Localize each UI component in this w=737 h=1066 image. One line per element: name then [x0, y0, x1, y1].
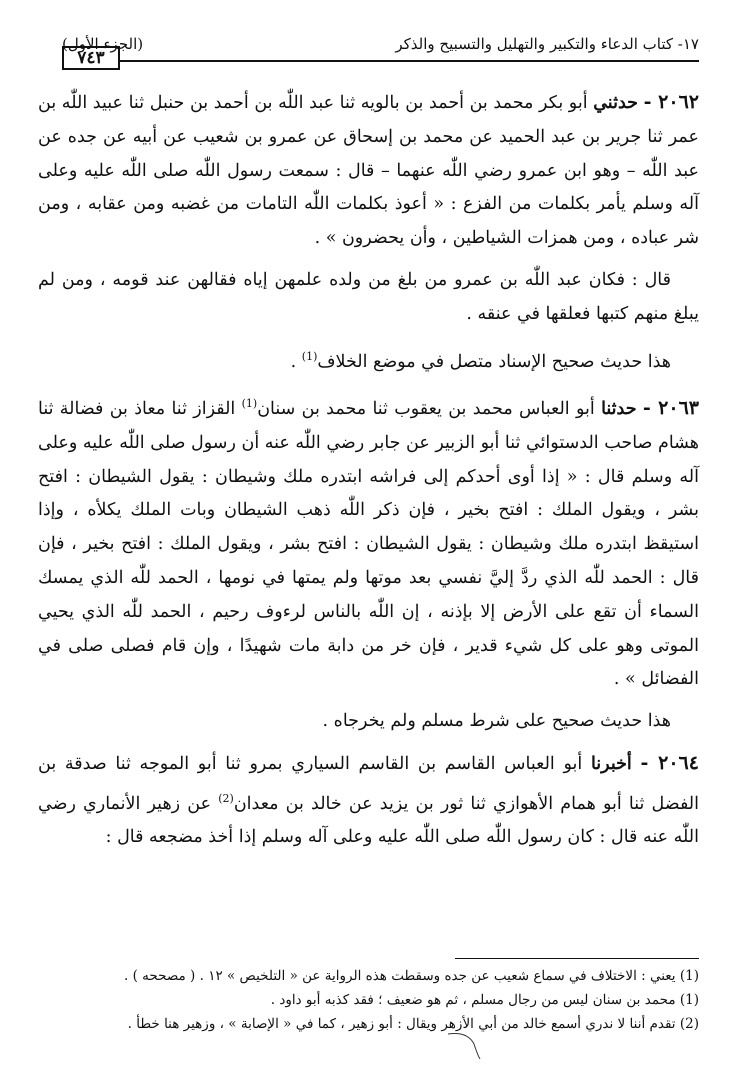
hadith-verb: حدثنا	[601, 399, 637, 420]
hadith-verb: أخبرنا	[590, 754, 632, 774]
hadith-verb: حدثني	[593, 93, 638, 113]
footnote-ref: (2)	[218, 791, 234, 805]
hadith-2063-grading: هذا حديث صحيح على شرط مسلم ولم يخرجاه .	[322, 711, 671, 732]
header-rule	[118, 60, 699, 62]
volume-label: (الجزء الأول)	[62, 35, 144, 53]
hadith-number: ٢٠٦٣ -	[642, 397, 699, 420]
grading-end: .	[290, 351, 302, 372]
page-number: ٧٤٣	[62, 46, 120, 70]
pen-stroke-mark	[440, 1030, 490, 1060]
book-title: ١٧- كتاب الدعاء والتكبير والتهليل والتسبيح والذكر	[395, 35, 699, 53]
hadith-2062-grading	[38, 340, 699, 380]
footnote-1: (1) يعني : الاختلاف في سماع شعيب عن جده وسقطت هذه الرواية عن « التلخيص » ١٢ . ( مصححه ) .	[124, 968, 699, 984]
footnote-ref: (1)	[301, 349, 318, 363]
footnote-rule	[455, 958, 699, 959]
hadith-text-cont: القزاز ثنا معاذ بن فضالة ثنا هشام صاحب الدستوائي ثنا أبو الزبير عن جابر رضي اللّٰه عنه أن رسول صلى اللّٰه عليه وعلى آله وسلم قال : « إذا أوى أحدكم إلى فراشه ابتدره ملك وشيطان : يقول الشيطان : افتح بشر ، ويقول الملك : افتح بخير ، فإن ذكر اللّٰه ذهب الشيطان وبات الملك يكلأه ، وإذا استيقظ ابتدره ملك وشيطان : يقول الشيطان : افتح بشر ، ويقول الملك : افتح بخير ، فإن قال : الحمد للّٰه الذي ردَّ إليَّ نفسي بعد موتها ولم يمتها في نومها ، الحمد للّٰه الذي يمسك السماء أن تقع على الأرض إلا بإذنه ، إن اللّٰه بالناس لرءوف رحيم ، الحمد للّٰه الذي يحيي الموتى وهو على كل شيء قدير ، فإن خر من دابة مات شهيدًا ، وإن قام فصلى صلى في الفضائل » .	[38, 399, 699, 690]
hadith-2064	[38, 747, 699, 855]
hadith-text: أبو العباس القاسم بن القاسم السياري بمرو ثنا أبو الموجه ثنا صدقة بن الفضل ثنا أبو همام الأهوازي ثنا ثور بن يزيد عن خالد بن معدان	[38, 754, 699, 814]
hadith-2062-note: قال : فكان عبد اللّٰه بن عمرو من بلغ من ولده علمهن إياه فقالهن عند قومه ، ومن لم يبلغ منهم كتبها فعلقها في عنقه .	[38, 269, 699, 324]
hadith-text: أبو بكر محمد بن أحمد بن بالويه ثنا عبد اللّٰه بن أحمد بن حنبل ثنا عبيد اللّٰه بن عمر ثنا جرير بن عبد الحميد عن محمد بن إسحاق عن عمرو بن شعيب عن أبيه عن جده عن عبد اللّٰه – وهو ابن عمرو رضي اللّٰه عنهما – قال : سمعت رسول اللّٰه صلى اللّٰه عليه وعلى آله وسلم يأمر بكلمات من الفزع : « أعوذ بكلمات اللّٰه التامات من غضبه ومن عقابه ، ومن شر عباده ، ومن همزات الشياطين ، وأن يحضرون » .	[38, 93, 699, 249]
hadith-2062	[38, 86, 699, 256]
footnotes	[38, 964, 699, 1036]
hadith-text-cont: عن زهير الأنماري رضي اللّٰه عنه قال : كان رسول اللّٰه صلى اللّٰه عليه وعلى آله وسلم إذا أخذ مضجعه قال :	[38, 793, 699, 848]
hadith-2063	[38, 387, 699, 697]
running-head	[62, 30, 699, 58]
footnote-ref: (1)	[241, 397, 258, 411]
footnote-1b: (1) محمد بن سنان ليس من رجال مسلم ، ثم هو ضعيف ؛ فقد كذبه أبو داود .	[270, 992, 699, 1008]
hadith-number: ٢٠٦٢ -	[643, 91, 699, 113]
grading-text: هذا حديث صحيح الإسناد متصل في موضع الخلاف	[317, 351, 671, 372]
footnote-2: (2) تقدم أننا لا ندري أسمع خالد من أبي الأزهر ويقال : أبو زهير ، كما في « الإصابة » ، وزهير هنا خطأ .	[127, 1016, 699, 1032]
hadith-text: أبو العباس محمد بن يعقوب ثنا محمد بن سنان	[257, 399, 595, 420]
hadith-number: ٢٠٦٤ -	[640, 752, 699, 774]
main-text	[38, 86, 699, 863]
